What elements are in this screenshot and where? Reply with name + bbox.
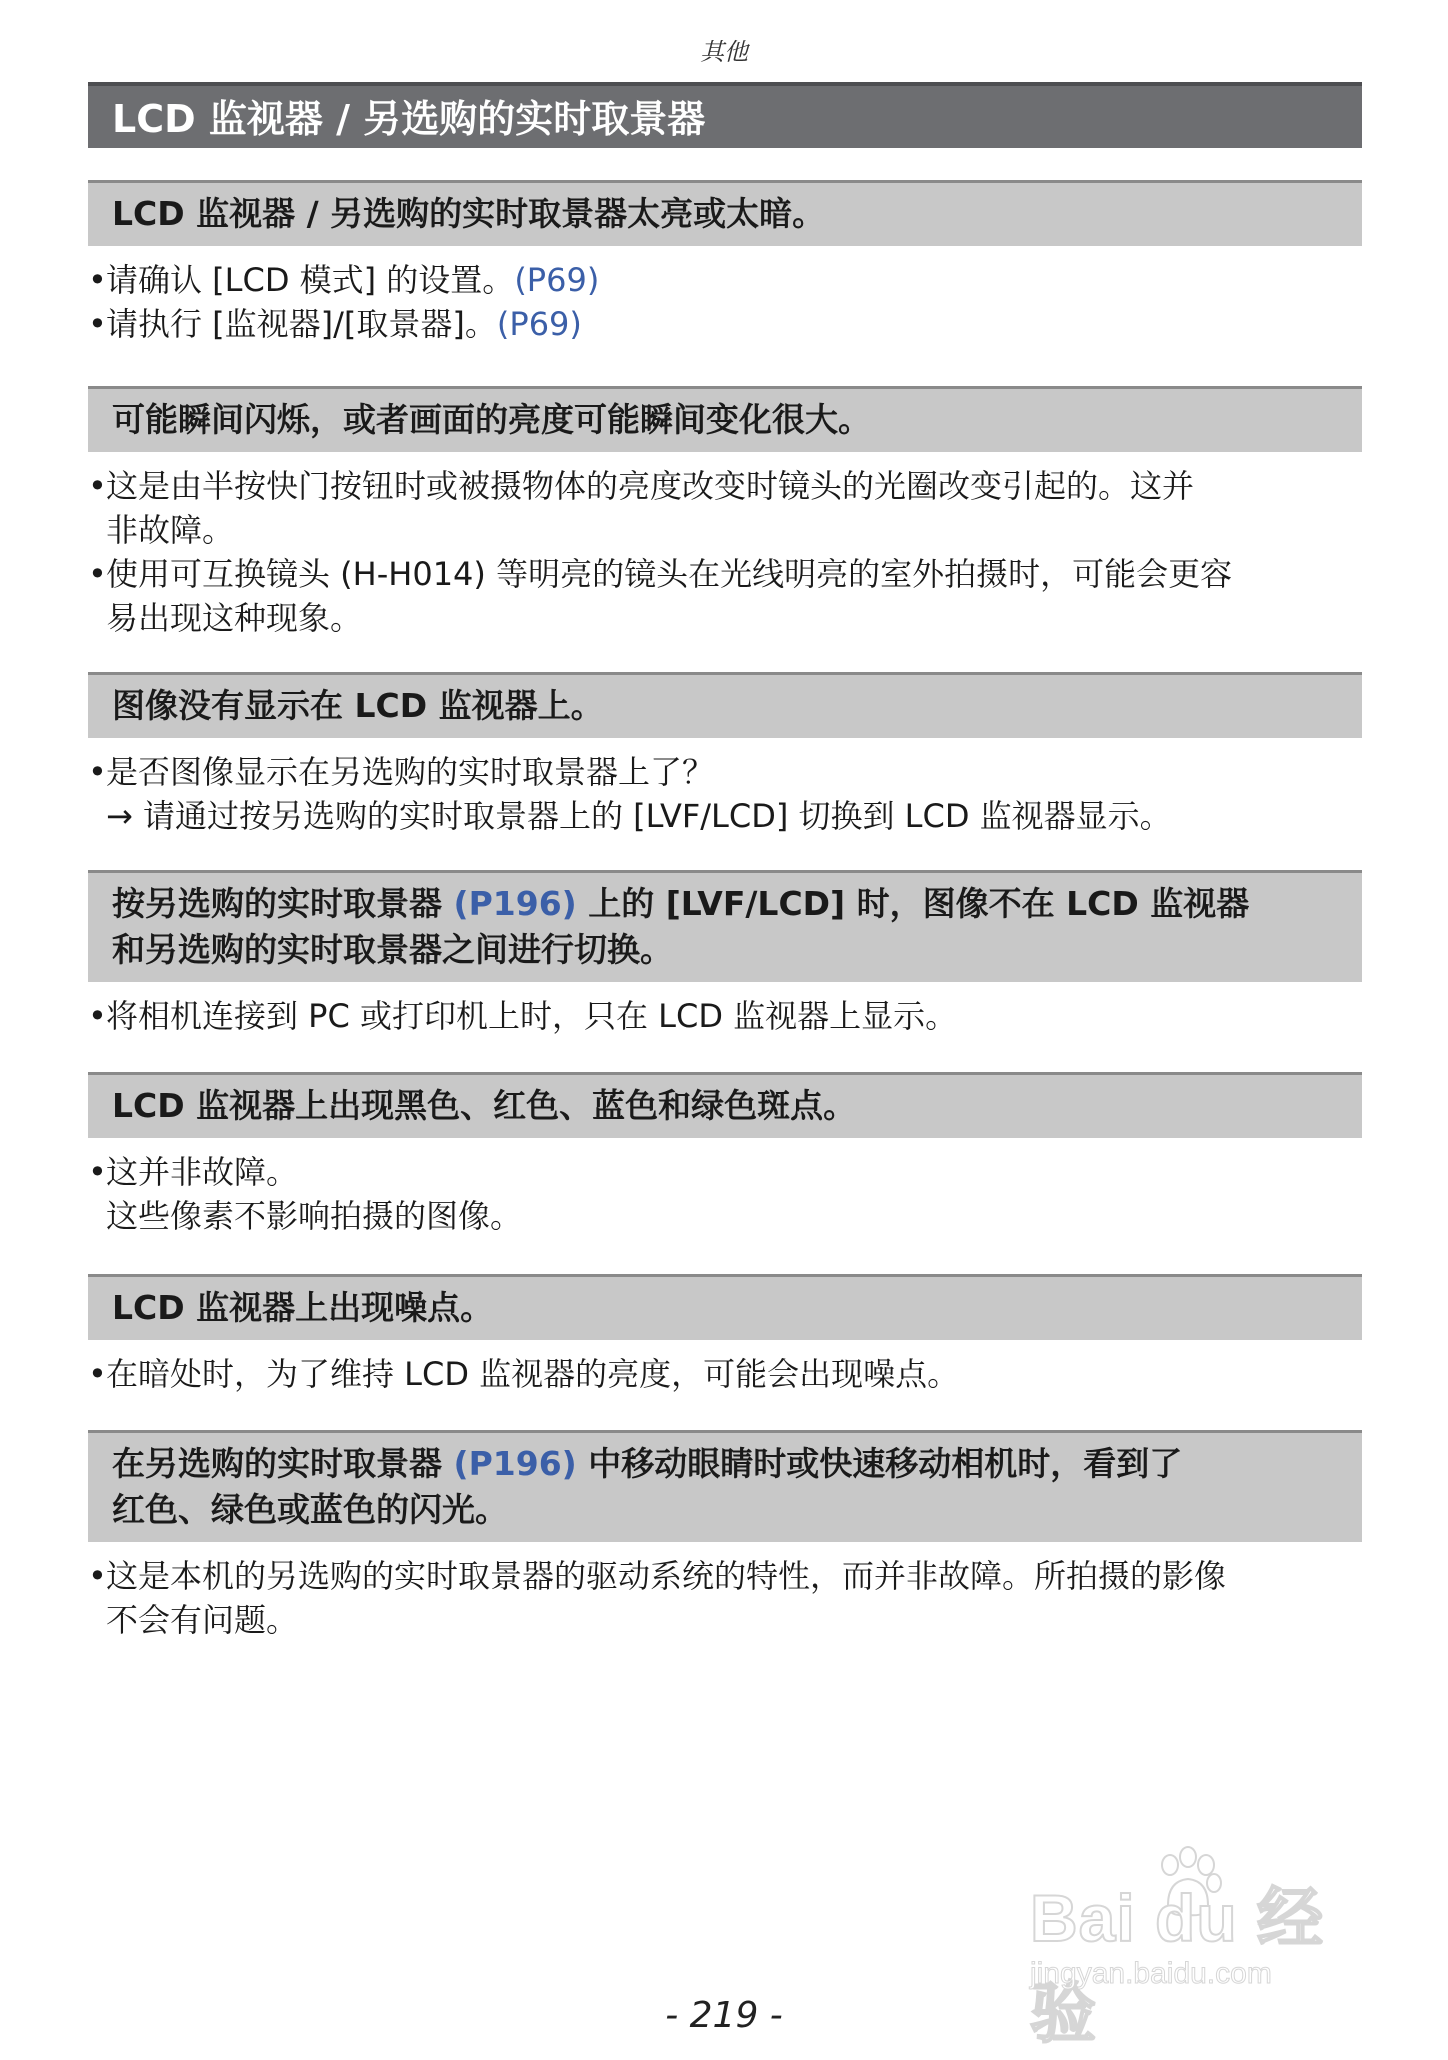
answer-text: 是否图像显示在另选购的实时取景器上了？: [106, 753, 715, 791]
answer-item: [88, 1150, 1362, 1238]
page-reference-link[interactable]: (P196): [453, 1444, 577, 1483]
faq-section-1: [88, 180, 1362, 346]
question-heading: [88, 870, 1362, 982]
answer-text: 请确认 [LCD 模式] 的设置。: [106, 261, 515, 299]
answer-text: 在暗处时，为了维持 LCD 监视器的亮度，可能会出现噪点。: [106, 1355, 960, 1393]
answer-item: [88, 258, 1362, 302]
bullet-dot: •: [88, 261, 107, 299]
answer-block: [88, 246, 1362, 346]
question-text: 在另选购的实时取景器: [112, 1444, 454, 1483]
answer-item: [88, 552, 1362, 640]
bullet-dot: •: [88, 997, 107, 1035]
bullet-dot: •: [88, 305, 107, 343]
question-heading: LCD 监视器 / 另选购的实时取景器太亮或太暗。: [88, 180, 1362, 246]
answer-text-continued: 不会有问题。: [106, 1601, 299, 1639]
watermark-url: jingyan.baidu.com: [1030, 1957, 1272, 1990]
answer-block: [88, 1340, 1362, 1396]
question-text: 上的 [LVF/LCD] 时，图像不在 LCD 监视器: [576, 884, 1250, 923]
answer-item: [88, 1554, 1362, 1642]
answer-text: 这是由半按快门按钮时或被摄物体的亮度改变时镜头的光圈改变引起的。这并: [106, 467, 1195, 505]
answer-text-continued: 易出现这种现象。: [106, 599, 363, 637]
running-head: 其他: [700, 38, 748, 66]
answer-text-continued: 非故障。: [106, 511, 235, 549]
faq-section-3: [88, 672, 1362, 838]
answer-text: 使用可互换镜头 (H-H014) 等明亮的镜头在光线明亮的室外拍摄时，可能会更容: [106, 555, 1233, 593]
question-text-continued: 和另选购的实时取景器之间进行切换。: [112, 930, 673, 969]
answer-item: [88, 1352, 1362, 1396]
answer-block: [88, 982, 1362, 1038]
faq-section-4: [88, 870, 1362, 1038]
page-reference-link[interactable]: (P196): [453, 884, 577, 923]
question-heading: [88, 1430, 1362, 1542]
bullet-dot: •: [88, 467, 107, 505]
answer-text: 这是本机的另选购的实时取景器的驱动系统的特性，而并非故障。所拍摄的影像: [106, 1557, 1227, 1595]
answer-block: [88, 738, 1362, 838]
answer-block: [88, 1542, 1362, 1642]
faq-content: [88, 180, 1362, 1642]
faq-section-6: [88, 1274, 1362, 1396]
page-reference-link[interactable]: (P69): [514, 261, 600, 299]
answer-item: [88, 302, 1362, 346]
bullet-dot: •: [88, 1153, 107, 1191]
question-heading: LCD 监视器上出现黑色、红色、蓝色和绿色斑点。: [88, 1072, 1362, 1138]
watermark-brand: Bai du 经验: [1030, 1881, 1325, 2050]
question-text: 按另选购的实时取景器: [112, 884, 454, 923]
answer-item: [88, 994, 1362, 1038]
answer-text: 这并非故障。: [106, 1153, 299, 1191]
faq-section-2: [88, 386, 1362, 640]
baidu-watermark: [1030, 1845, 1350, 2050]
bullet-dot: •: [88, 753, 107, 791]
answer-block: [88, 1138, 1362, 1238]
bullet-dot: •: [88, 1557, 107, 1595]
question-text-continued: 红色、绿色或蓝色的闪光。: [112, 1490, 508, 1529]
page-number: - 219 -: [665, 1995, 783, 2036]
answer-text-continued: 这些像素不影响拍摄的图像。: [106, 1197, 523, 1235]
answer-item: [88, 750, 1362, 838]
answer-text: 请执行 [监视器]/[取景器]。: [106, 305, 497, 343]
answer-text: 将相机连接到 PC 或打印机上时，只在 LCD 监视器上显示。: [106, 997, 958, 1035]
question-heading: 图像没有显示在 LCD 监视器上。: [88, 672, 1362, 738]
bullet-dot: •: [88, 1355, 107, 1393]
bullet-dot: •: [88, 555, 107, 593]
answer-item: [88, 464, 1362, 552]
chapter-title: LCD 监视器 / 另选购的实时取景器: [88, 82, 1362, 148]
question-heading: LCD 监视器上出现噪点。: [88, 1274, 1362, 1340]
answer-arrow-text: → 请通过按另选购的实时取景器上的 [LVF/LCD] 切换到 LCD 监视器显示。: [106, 797, 1172, 835]
faq-section-5: [88, 1072, 1362, 1238]
question-text: 中移动眼睛时或快速移动相机时，看到了: [576, 1444, 1183, 1483]
faq-section-7: [88, 1430, 1362, 1642]
page-reference-link[interactable]: (P69): [496, 305, 582, 343]
answer-block: [88, 452, 1362, 640]
question-heading: 可能瞬间闪烁，或者画面的亮度可能瞬间变化很大。: [88, 386, 1362, 452]
